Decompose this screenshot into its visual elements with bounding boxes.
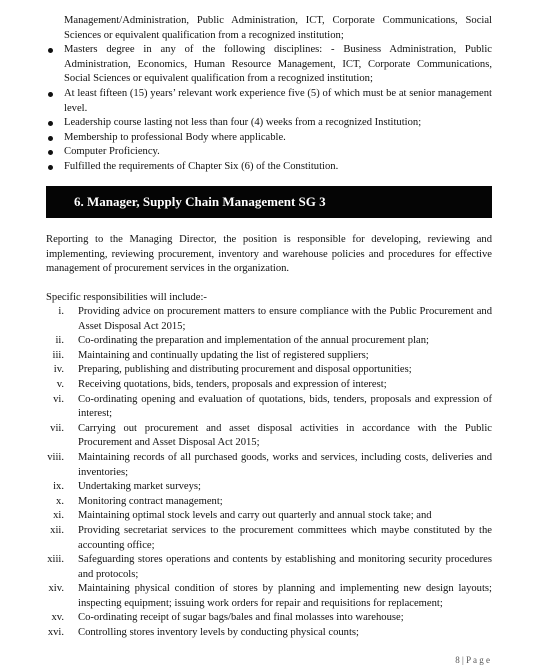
responsibilities-list [46, 305, 492, 641]
responsibility-item [46, 378, 492, 393]
item-text: Co-ordinating the preparation and implementation of the annual procurement plan; [78, 335, 429, 347]
item-number: iii. [52, 349, 64, 361]
responsibility-item [46, 422, 492, 451]
item-text: Maintaining records of all purchased goods, works and services, including costs, deliveries and inventories; [78, 451, 492, 478]
responsibility-item [46, 334, 492, 349]
responsibility-item [46, 363, 492, 378]
item-number: xii. [50, 524, 64, 536]
responsibility-item [46, 611, 492, 626]
item-text: Receiving quotations, bids, tenders, proposals and expression of interest; [78, 378, 387, 390]
item-text: Co-ordinating opening and evaluation of quotations, bids, tenders, proposals and expression of interest; [78, 393, 492, 420]
responsibility-item [46, 480, 492, 495]
item-text: Safeguarding stores operations and contents by establishing and monitoring security procedures and protocols; [78, 554, 492, 580]
responsibility-item [46, 495, 492, 510]
item-text: Monitoring contract management; [78, 495, 223, 507]
item-text: Maintaining optimal stock levels and carry out quarterly and annual stock take; and [78, 510, 432, 522]
item-text: Undertaking market surveys; [78, 481, 201, 493]
item-text: Preparing, publishing and distributing procurement and disposal opportunities; [78, 364, 412, 376]
requirement-continuation: Management/Administration, Public Administration, ICT, Corporate Communications, Social Sciences or equivalent qualification from a recognized institution; [64, 15, 492, 41]
page-number: 8 | P a g e [455, 655, 490, 665]
item-number: ix. [53, 481, 64, 493]
responsibility-item [46, 509, 492, 524]
item-number: v. [56, 378, 64, 390]
item-number: xiii. [47, 554, 64, 566]
bullet-icon [48, 48, 53, 53]
item-text: Maintaining and continually updating the list of registered suppliers; [78, 349, 369, 361]
requirement-item [46, 145, 492, 160]
section-intro: Reporting to the Managing Director, the position is responsible for developing, reviewing and implementing, reviewing procurement, inventory and warehouse policies and procedures for effective management of procurement services in the organization. [46, 234, 492, 275]
bullet-icon [48, 121, 53, 126]
responsibilities-lead: Specific responsibilities will include:- [46, 292, 207, 303]
requirement-item [46, 87, 492, 116]
item-text: Maintaining physical condition of stores by planning and implementing new design layouts; inspecting equipment; issuing work orders for repair and requisitions for replacement; [78, 583, 492, 609]
requirements-list [46, 14, 492, 175]
requirement-text: Masters degree in any of the following disciplines: - Business Administration, Public Administration, Economics, Human Resource Management, ICT, Corporate Communications, Social Sciences or equivalent qualification from a recognized institution; [64, 44, 492, 85]
item-number: xiv. [48, 583, 64, 595]
bullet-icon [48, 150, 53, 155]
responsibility-item [46, 582, 492, 611]
item-text: Providing secretariat services to the procurement committees which maybe constituted by the accounting office; [78, 524, 492, 551]
item-text: Controlling stores inventory levels by conducting physical counts; [78, 627, 359, 639]
item-number: x. [56, 495, 64, 507]
item-number: xvi. [47, 627, 64, 639]
bullet-icon [48, 136, 53, 141]
bullet-icon [48, 92, 53, 97]
requirement-text: Membership to professional Body where applicable. [64, 131, 286, 143]
item-number: viii. [47, 451, 64, 463]
item-text: Providing advice on procurement matters to ensure compliance with the Public Procurement and Asset Disposal Act 2015; [78, 306, 492, 332]
item-text: Co-ordinating receipt of sugar bags/bales and final molasses into warehouse; [78, 612, 404, 624]
responsibility-item [46, 349, 492, 364]
item-number: vi. [53, 393, 64, 405]
requirement-item [46, 131, 492, 146]
requirement-text: Computer Proficiency. [64, 146, 160, 158]
requirement-text: Leadership course lasting not less than four (4) weeks from a recognized Institution; [64, 117, 422, 129]
item-number: xv. [51, 612, 64, 624]
item-number: vii. [50, 422, 64, 434]
responsibility-item [46, 305, 492, 334]
item-text: Carrying out procurement and asset disposal activities in accordance with the Public Procurement and Asset Disposal Act 2015; [78, 422, 492, 449]
item-number: iv. [53, 364, 64, 376]
responsibility-item [46, 553, 492, 582]
item-number: xi. [53, 510, 64, 522]
responsibility-item [46, 393, 492, 422]
requirement-item [46, 116, 492, 131]
requirement-item [46, 160, 492, 175]
item-number: i. [58, 306, 64, 317]
requirement-text: Fulfilled the requirements of Chapter Six (6) of the Constitution. [64, 160, 339, 172]
section-heading: 6. Manager, Supply Chain Management SG 3 [46, 186, 492, 218]
item-number: ii. [55, 335, 64, 347]
bullet-icon [48, 165, 53, 170]
responsibility-item [46, 451, 492, 480]
requirement-text: At least fifteen (15) years’ relevant work experience five (5) of which must be at senior management level. [64, 87, 492, 114]
requirement-item [46, 43, 492, 87]
responsibility-item [46, 626, 492, 641]
responsibility-item [46, 524, 492, 553]
